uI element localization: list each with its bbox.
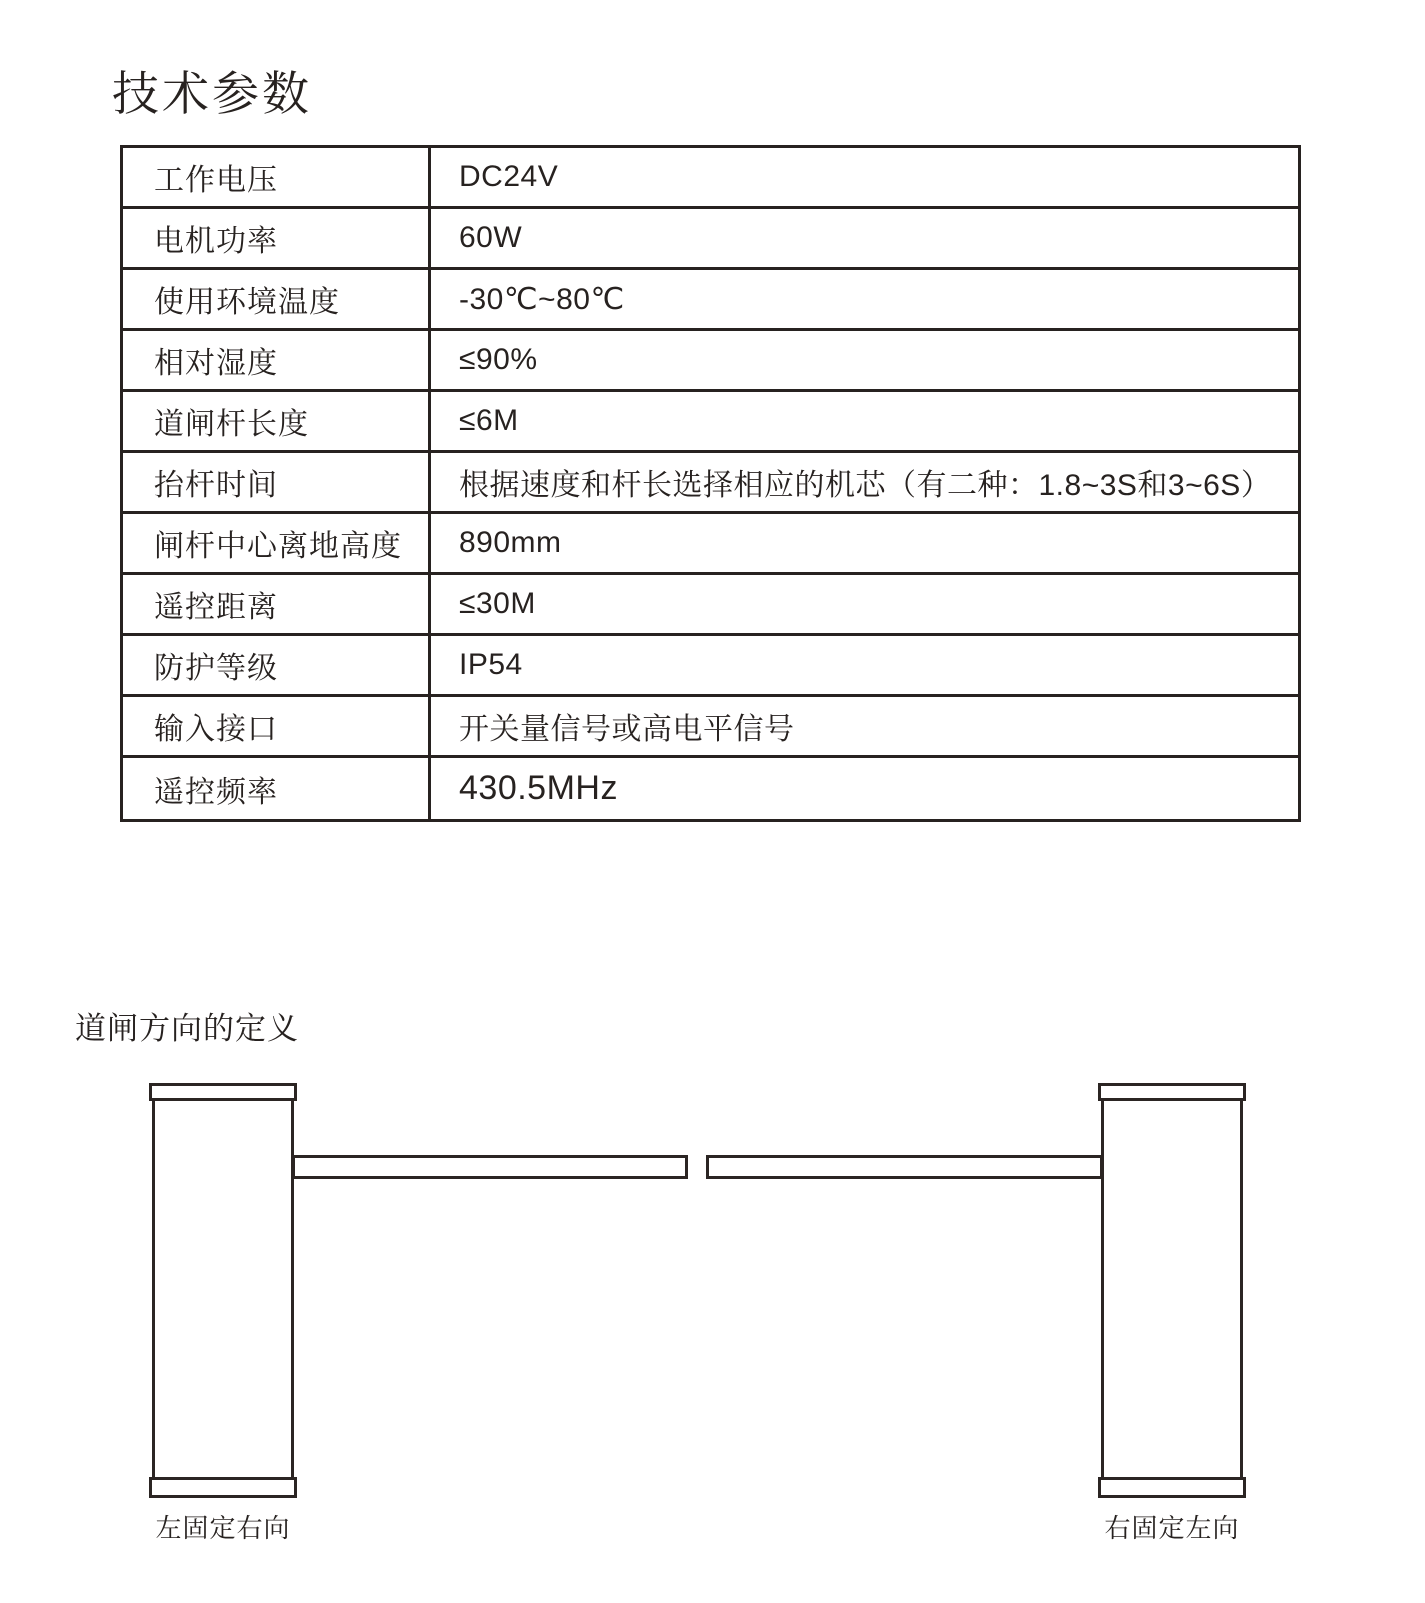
right-gate-label: 右固定左向 <box>1104 1513 1240 1543</box>
param-name-cell: 抬杆时间 <box>123 453 431 511</box>
table-row <box>123 697 1298 758</box>
param-name-cell: 相对湿度 <box>123 331 431 389</box>
boom-arm-right-segment <box>706 1155 1103 1179</box>
page-title: 技术参数 <box>112 67 312 120</box>
table-row <box>123 758 1298 819</box>
table-row <box>123 453 1298 514</box>
spec-table <box>120 145 1301 822</box>
param-name-cell: 使用环境温度 <box>123 270 431 328</box>
param-value-cell: IP54 <box>459 648 523 681</box>
param-value-cell: -30℃~80℃ <box>459 282 625 316</box>
param-value-cell: ≤6M <box>459 404 519 437</box>
section-title-gate-direction: 道闸方向的定义 <box>75 1011 299 1046</box>
table-row <box>123 331 1298 392</box>
table-row <box>123 392 1298 453</box>
left-post-base <box>149 1477 297 1498</box>
param-name-cell: 遥控距离 <box>123 575 431 633</box>
param-name-cell: 道闸杆长度 <box>123 392 431 450</box>
table-row <box>123 514 1298 575</box>
param-name-cell: 输入接口 <box>123 697 431 755</box>
right-post-base <box>1098 1477 1246 1498</box>
left-gate-label: 左固定右向 <box>155 1513 291 1543</box>
left-post-body <box>152 1098 294 1480</box>
param-value-cell: 根据速度和杆长选择相应的机芯（有二种：1.8~3S和3~6S） <box>459 469 1272 502</box>
param-value-cell: DC24V <box>459 160 559 193</box>
table-row <box>123 270 1298 331</box>
param-name-cell: 工作电压 <box>123 148 431 206</box>
param-name-cell: 遥控频率 <box>123 758 431 819</box>
param-value-cell: ≤30M <box>459 587 536 620</box>
param-value-cell: 开关量信号或高电平信号 <box>459 713 795 746</box>
boom-arm-left-segment <box>292 1155 688 1179</box>
table-row <box>123 209 1298 270</box>
table-row <box>123 636 1298 697</box>
param-name-cell: 防护等级 <box>123 636 431 694</box>
param-name-cell: 电机功率 <box>123 209 431 267</box>
right-post-body <box>1101 1098 1243 1480</box>
param-name-cell: 闸杆中心离地高度 <box>123 514 431 572</box>
table-row <box>123 575 1298 636</box>
param-value-cell: 60W <box>459 221 523 254</box>
param-value-cell: 430.5MHz <box>459 769 618 807</box>
param-value-cell: ≤90% <box>459 343 538 376</box>
table-row <box>123 148 1298 209</box>
param-value-cell: 890mm <box>459 526 562 559</box>
